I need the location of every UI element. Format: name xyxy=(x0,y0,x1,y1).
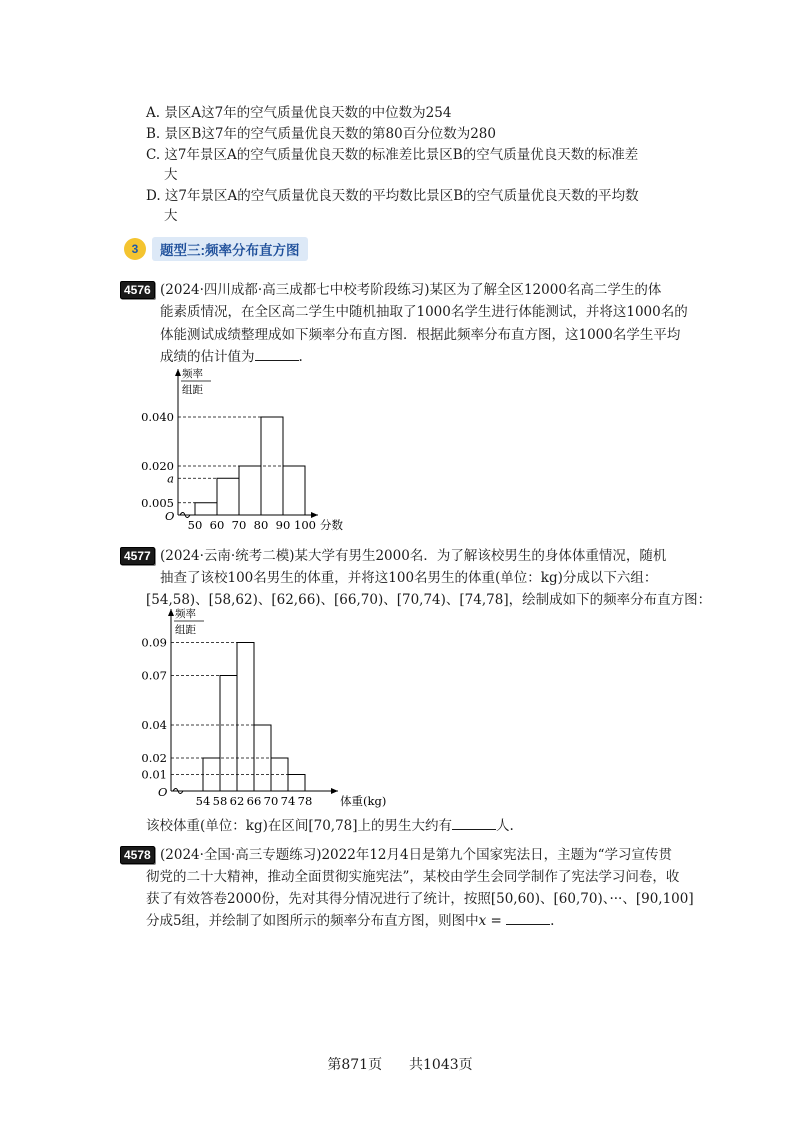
y-tick-label: a xyxy=(167,471,174,486)
option-c-line1: C. 这7年景区A的空气质量优良天数的标准差比景区B的空气质量优良天数的标准差 xyxy=(146,147,639,163)
y-axis-arrow-icon xyxy=(168,609,174,616)
x-tick-label: 54 xyxy=(195,794,211,808)
histogram-bar xyxy=(195,503,217,515)
option-c-line2: 大 xyxy=(164,167,178,183)
q4576-line3: 体能测试成绩整理成如下频率分布直方图．根据此频率分布直方图，这1000名学生平均 xyxy=(160,327,681,343)
x-tick-label: 66 xyxy=(246,794,262,808)
q4578-line2: 彻党的二十大精神，推动全面贯彻实施宪法”，某校由学生会同学制作了宪法学习问卷，收 xyxy=(146,869,680,885)
page-total: 共1043页 xyxy=(409,1057,473,1073)
x-axis-label: 分数 xyxy=(320,518,343,532)
x-tick-label: 70 xyxy=(263,794,279,808)
y-axis-label-top: 频率 xyxy=(175,608,196,620)
y-axis-arrow-icon xyxy=(175,369,181,376)
x-tick-label: 80 xyxy=(253,518,269,532)
q4578-line4: 分成5组，并绘制了如图所示的频率分布直方图，则图中x = . xyxy=(146,913,555,929)
x-tick-label: 50 xyxy=(187,518,203,532)
q4577-answer-line: 该校体重(单位：kg)在区间[70,78]上的男生大约有 人. xyxy=(146,818,514,834)
x-tick-label: 74 xyxy=(280,794,296,808)
histogram-bar xyxy=(239,466,261,515)
q4577-line1: (2024·云南·统考二模)某大学有男生2000名．为了解该校男生的身体体重情况，随机 xyxy=(160,548,667,564)
section-title: 题型三:频率分布直方图 xyxy=(152,237,308,261)
y-tick-label: 0.09 xyxy=(141,635,167,650)
question-id-badge: 4578 xyxy=(120,846,155,864)
answer-blank xyxy=(506,912,550,925)
y-axis-label-top: 频率 xyxy=(182,368,203,380)
y-tick-label: 0.01 xyxy=(141,767,167,782)
q4576-line4: 成绩的估计值为 . xyxy=(160,349,303,365)
y-tick-label: 0.040 xyxy=(141,410,174,424)
q4576-line1: (2024·四川成都·高三成都七中校考阶段练习)某区为了解全区12000名高二学生的体 xyxy=(160,282,662,298)
histogram-weights xyxy=(138,603,398,813)
histogram-bar xyxy=(288,775,305,792)
section-header xyxy=(124,238,308,260)
x-tick-label: 58 xyxy=(212,794,228,808)
y-tick-label: 0.02 xyxy=(141,751,167,765)
x-tick-label: 60 xyxy=(209,518,225,532)
y-tick-label: 0.07 xyxy=(141,668,167,683)
q4577-line3: [54,58)、[58,62)、[62,66)、[66,70)、[70,74)、[74,78]，绘制成如下的频率分布直方图： xyxy=(146,592,712,608)
option-d-line2: 大 xyxy=(164,208,178,224)
x-axis-label: 体重(kg) xyxy=(340,794,387,808)
histogram-bar xyxy=(220,676,237,792)
histogram-bar xyxy=(217,478,239,515)
option-a: A. 景区A这7年的空气质量优良天数的中位数为254 xyxy=(146,105,452,121)
histogram-scores xyxy=(141,365,390,532)
answer-blank xyxy=(255,348,299,361)
x-tick-label: 78 xyxy=(297,794,313,808)
answer-blank xyxy=(452,817,496,830)
y-axis-label-bottom: 组距 xyxy=(175,624,196,636)
x-tick-label: 62 xyxy=(229,794,245,808)
origin-label: O xyxy=(165,509,175,523)
histogram-bar xyxy=(237,643,254,792)
x-tick-label: 70 xyxy=(231,518,247,532)
question-id-badge: 4576 xyxy=(120,281,155,299)
option-d-line1: D. 这7年景区A的空气质量优良天数的平均数比景区B的空气质量优良天数的平均数 xyxy=(146,188,639,204)
y-tick-label: 0.020 xyxy=(141,459,174,473)
origin-label: O xyxy=(158,785,168,799)
q4578-line3: 获了有效答卷2000份，先对其得分情况进行了统计，按照[50,60)、[60,70)、···、[90,100] xyxy=(146,891,694,907)
y-tick-label: 0.04 xyxy=(141,718,167,732)
x-tick-label: 100 xyxy=(294,518,316,532)
option-b: B. 景区B这7年的空气质量优良天数的第80百分位数为280 xyxy=(146,126,496,142)
y-axis-label-bottom: 组距 xyxy=(182,384,203,396)
q4578-line1: (2024·全国·高三专题练习)2022年12月4日是第九个国家宪法日，主题为“学习宣传贯 xyxy=(160,847,672,863)
page-number: 第871页 xyxy=(327,1057,383,1073)
page-footer xyxy=(0,1054,800,1074)
x-axis-arrow-icon xyxy=(331,788,338,794)
y-tick-label: 0.005 xyxy=(141,495,174,510)
section-number-icon: 3 xyxy=(124,238,146,260)
histogram-bar xyxy=(283,466,305,515)
x-tick-label: 90 xyxy=(275,518,291,532)
q4576-line2: 能素质情况，在全区高二学生中随机抽取了1000名学生进行体能测试，并将这1000名的 xyxy=(160,304,688,320)
question-id-badge: 4577 xyxy=(120,547,155,565)
q4577-line2: 抽查了该校100名男生的体重，并将这100名男生的体重(单位：kg)分成以下六组： xyxy=(160,570,658,586)
